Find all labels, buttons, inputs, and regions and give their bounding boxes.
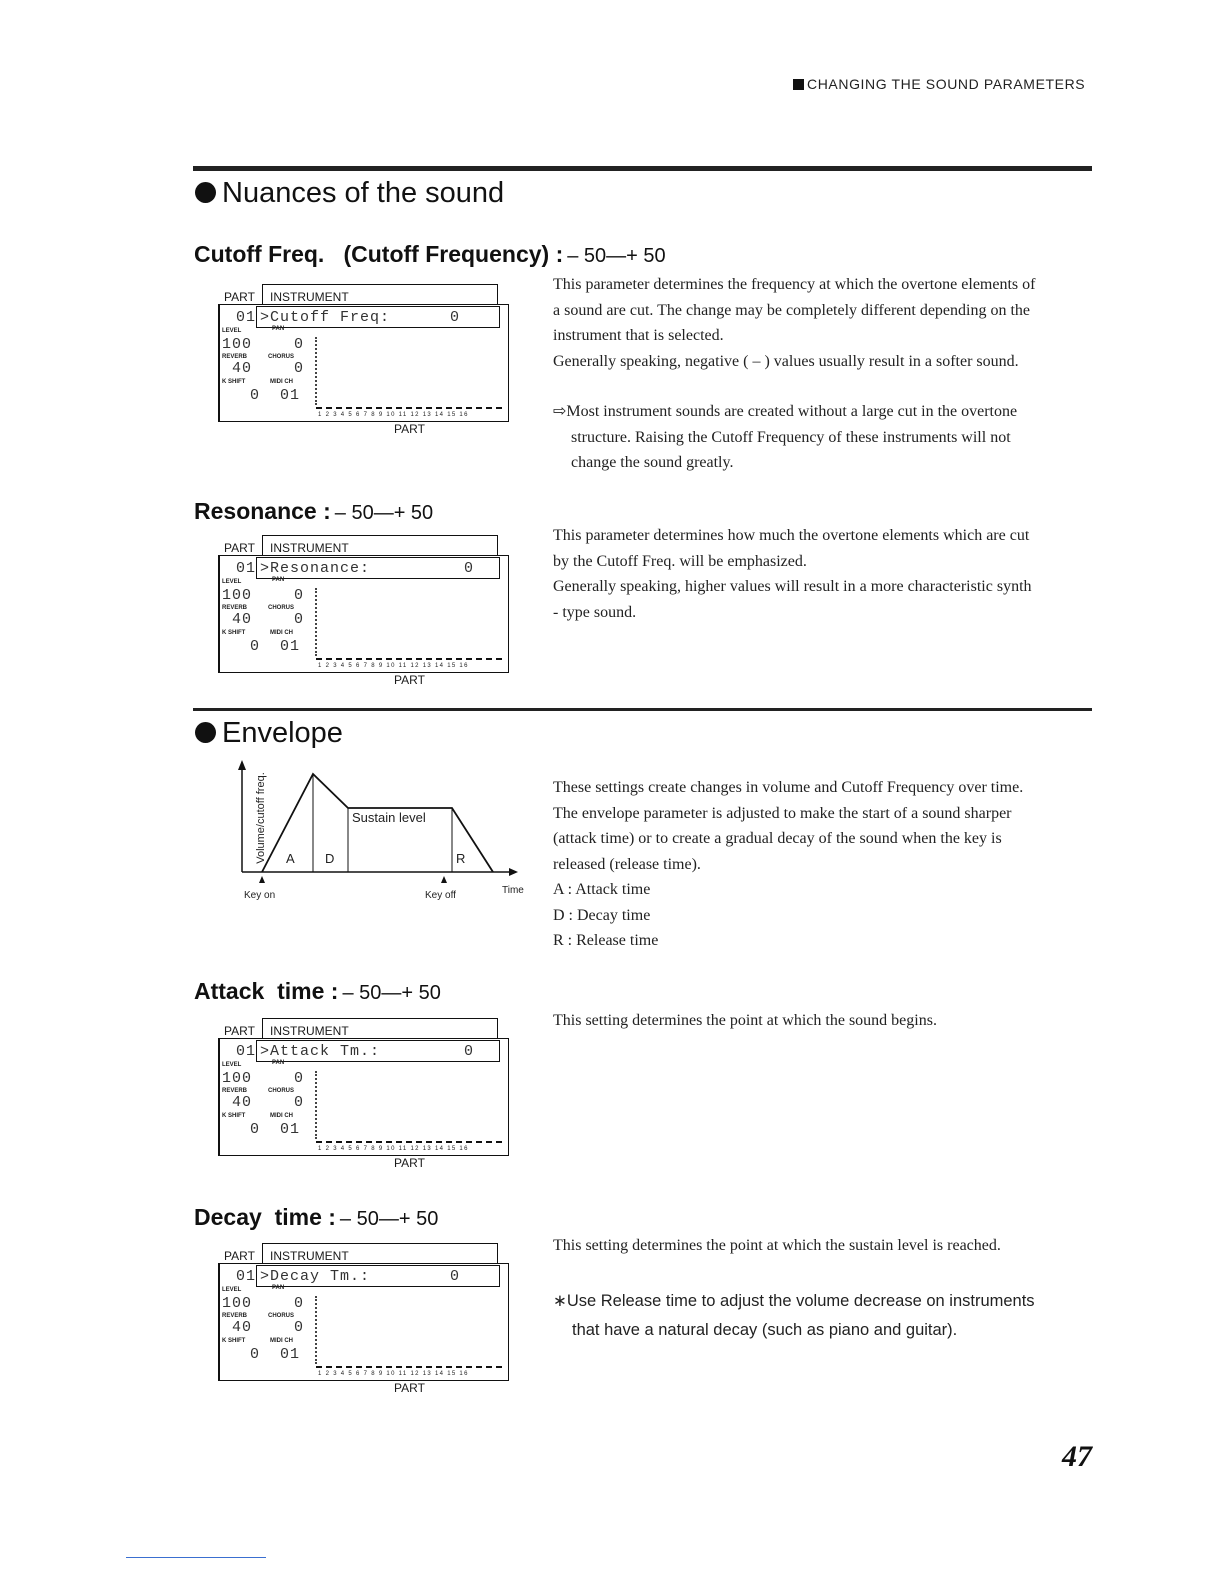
resonance-description: This parameter determines how much the overtone elements which are cut by the Cutoff Freq. will be emphasized. Generally speaking, higher values will result in a more characteristic synth - type sound. <box>553 527 1032 621</box>
sustain-label: Sustain level <box>352 810 426 825</box>
lcd-resonance: PART INSTRUMENT 01 >Resonance: 0 LEVEL PAN 100 0 REVERB CHORUS 40 0 K SHIFT MIDI CH 0 01 1 2 3 4 5 6 7 8 9 10 11 12 13 14 15 16 PART <box>218 533 508 693</box>
section-title-envelope: Envelope <box>195 717 343 750</box>
lcd-decay: PART INSTRUMENT 01 >Decay Tm.: 0 LEVEL PAN 100 0 REVERB CHORUS 40 0 K SHIFT MIDI CH 0 01 1 2 3 4 5 6 7 8 9 10 11 12 13 14 15 16 PART <box>218 1241 508 1401</box>
cutoff-description: This parameter determines the frequency at which the overtone elements of a sound are cut. The change may be completely different depending on the instrument that is selected. Generally speaking, negative ( – ) values usually result in a softer sound. <box>553 276 1036 370</box>
part-indicator-dashes <box>316 407 502 409</box>
decay-description: This setting determines the point at which the sustain level is reached. <box>553 1237 1001 1254</box>
decay-note: ∗Use Release time to adjust the volume decrease on instruments that have a natural decay (such as piano and guitar). <box>553 1292 1035 1339</box>
key-on-label: Key on <box>244 890 276 901</box>
cutoff-note: ⇨Most instrument sounds are created without a large cut in the overtone structure. Raising the Cutoff Frequency of these instruments will not change the sound greatly. <box>553 403 1018 471</box>
section-divider <box>193 708 1092 711</box>
section-title-nuances: Nuances of the sound <box>195 177 504 210</box>
square-bullet-icon <box>793 79 804 90</box>
attack-heading: Attack time : – 50—+ 50 <box>194 978 441 1004</box>
decay-heading: Decay time : – 50—+ 50 <box>194 1204 439 1230</box>
page-number: 47 <box>1062 1440 1092 1473</box>
footer-line <box>126 1557 266 1558</box>
bullet-dot-icon <box>195 722 216 743</box>
lcd-attack: PART INSTRUMENT 01 >Attack Tm.: 0 LEVEL PAN 100 0 REVERB CHORUS 40 0 K SHIFT MIDI CH 0 01 1 2 3 4 5 6 7 8 9 10 11 12 13 14 15 16 PART <box>218 1016 508 1176</box>
section-tag: CHANGING THE SOUND PARAMETERS <box>793 76 1085 92</box>
decay-label: D <box>325 851 335 866</box>
part-indicator-dashes <box>316 1141 502 1143</box>
lcd-cutoff: PART INSTRUMENT 01 >Cutoff Freq: 0 LEVEL PAN 100 0 REVERB CHORUS 40 0 K SHIFT MIDI CH 0 01 1 2 3 4 5 6 7 8 9 10 11 12 13 14 15 16 PART <box>218 282 508 442</box>
key-off-label: Key off <box>425 890 456 901</box>
y-axis-label: Volume/cutoff freq. <box>255 772 267 864</box>
resonance-heading: Resonance : – 50—+ 50 <box>194 498 434 524</box>
attack-description: This setting determines the point at which the sound begins. <box>553 1012 937 1029</box>
section-divider <box>193 166 1092 171</box>
part-indicator-dashes <box>316 658 502 660</box>
envelope-description: These settings create changes in volume and Cutoff Frequency over time. The envelope parameter is adjusted to make the start of a sound sharper (attack time) or to create a gradual decay of the sound when the key is released (release time). A : Attack time D : Decay time R : Release time <box>553 779 1024 949</box>
time-label: Time <box>502 885 524 896</box>
release-label: R <box>456 851 466 866</box>
part-indicator-dashes <box>316 1366 502 1368</box>
attack-label: A <box>286 851 295 866</box>
bullet-dot-icon <box>195 182 216 203</box>
envelope-diagram <box>215 760 545 910</box>
cutoff-heading: Cutoff Freq. (Cutoff Frequency) : – 50—+ 50 <box>194 241 666 267</box>
